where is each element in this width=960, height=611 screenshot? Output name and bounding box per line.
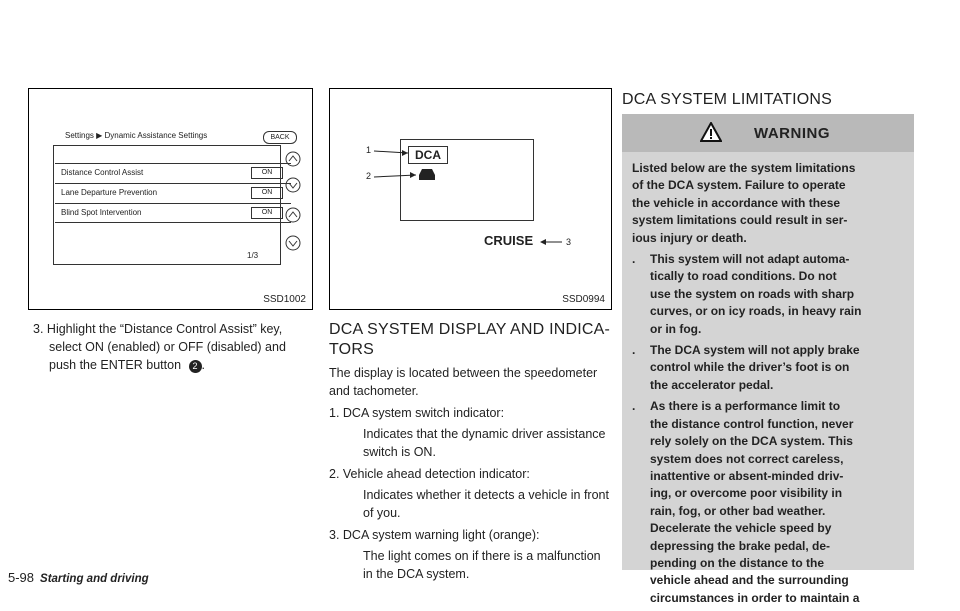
body-text: The display is located between the speedometer xyxy=(329,366,598,380)
text-line: circumstances in order to maintain a xyxy=(650,590,860,605)
section-heading: DCA SYSTEM DISPLAY AND INDICA- xyxy=(329,321,611,338)
step-number: 3. xyxy=(33,322,44,336)
callout-1: 1 xyxy=(366,145,372,155)
section-heading: TORS xyxy=(329,341,374,358)
text-line: The DCA system will not apply brake xyxy=(650,343,860,358)
row-label: Lane Departure Prevention xyxy=(61,188,158,197)
figure-code: SSD1002 xyxy=(263,294,306,305)
list-desc: of you. xyxy=(363,506,401,520)
display-section xyxy=(329,320,619,583)
warning-bullet xyxy=(632,342,906,394)
text-line: the accelerator pedal. xyxy=(650,377,774,392)
row-label: Blind Spot Intervention xyxy=(61,208,142,217)
toggle-on[interactable]: ON xyxy=(251,187,283,199)
text-line: use the system on roads with sharp xyxy=(650,286,855,301)
text-line: ious injury or death. xyxy=(632,230,747,245)
text-line: inattentive or absent-minded driv- xyxy=(650,468,844,483)
toggle-on[interactable]: ON xyxy=(251,207,283,219)
limitations-heading: DCA SYSTEM LIMITATIONS xyxy=(622,91,833,108)
step-text: push the ENTER button xyxy=(49,358,182,372)
text-line: system does not correct careless, xyxy=(650,451,844,466)
text-line: ing, or overcome poor visibility in xyxy=(650,486,843,501)
text-line: As there is a performance limit to xyxy=(650,399,841,414)
settings-screen-figure xyxy=(28,88,313,310)
callout-3: 3 xyxy=(566,237,572,247)
list-item: 1. DCA system switch indicator: xyxy=(329,406,505,420)
settings-header: Settings ▶ Dynamic Assistance Settings xyxy=(65,131,208,140)
text-line: the vehicle in accordance with these xyxy=(632,195,841,210)
text-line: rely solely on the DCA system. This xyxy=(650,434,853,449)
text-line: vehicle ahead and the surrounding xyxy=(650,573,849,588)
warning-bullet xyxy=(632,251,906,338)
callout-leaders xyxy=(330,89,611,309)
body-text: and tachometer. xyxy=(329,384,419,398)
text-line: of the DCA system. Failure to operate xyxy=(632,178,846,193)
scroll-controls-icon xyxy=(283,149,303,259)
text-line: Listed below are the system limitations xyxy=(632,161,856,175)
settings-row[interactable] xyxy=(55,203,291,223)
warning-title: WARNING xyxy=(754,125,830,142)
list-desc: in the DCA system. xyxy=(363,567,470,581)
warning-box xyxy=(622,114,914,605)
text-line: tically to road conditions. Do not xyxy=(650,269,837,284)
step-3 xyxy=(33,320,323,374)
text-line: depressing the brake pedal, de- xyxy=(650,538,831,553)
warning-bullet xyxy=(632,398,906,607)
step-text: . xyxy=(201,358,205,372)
text-line: Decelerate the vehicle speed by xyxy=(650,521,832,536)
figure-code: SSD0994 xyxy=(562,294,605,305)
settings-row[interactable] xyxy=(55,163,291,182)
chapter-title: Starting and driving xyxy=(40,573,149,585)
page-indicator: 1/3 xyxy=(247,251,259,260)
warning-body xyxy=(632,160,906,607)
cruise-indicator: CRUISE xyxy=(484,233,534,248)
warning-header xyxy=(622,114,914,152)
bullet-dot: . xyxy=(632,399,636,414)
list-desc: The light comes on if there is a malfunction xyxy=(363,549,601,563)
back-button[interactable]: BACK xyxy=(263,131,297,144)
list-desc: switch is ON. xyxy=(363,445,436,459)
bullet-dot: . xyxy=(632,252,636,267)
list-item: 2. Vehicle ahead detection indicator: xyxy=(329,467,530,481)
enter-button-marker: 2 xyxy=(189,360,202,373)
text-line: or in fog. xyxy=(650,321,702,336)
text-line: control while the driver’s foot is on xyxy=(650,360,850,375)
text-line: rain, fog, or other bad weather. xyxy=(650,503,826,518)
list-item: 3. DCA system warning light (orange): xyxy=(329,528,540,542)
page-footer xyxy=(8,570,149,585)
step-text: select ON (enabled) or OFF (disabled) and xyxy=(49,340,286,354)
text-line: curves, or on icy roads, in heavy rain xyxy=(650,304,862,319)
text-line: system limitations could result in ser- xyxy=(632,213,848,228)
page-number: 5-98 xyxy=(8,570,35,585)
bullet-dot: . xyxy=(632,343,636,358)
list-desc: Indicates that the dynamic driver assistance xyxy=(363,427,606,441)
callout-2: 2 xyxy=(366,171,372,181)
row-label: Distance Control Assist xyxy=(61,168,144,177)
text-line: This system will not adapt automa- xyxy=(650,252,850,267)
list-desc: Indicates whether it detects a vehicle in front xyxy=(363,488,609,502)
text-line: the distance control function, never xyxy=(650,416,854,431)
warning-intro xyxy=(632,160,906,247)
step-text: Highlight the “Distance Control Assist” key, xyxy=(46,322,283,336)
text-line: pending on the distance to the xyxy=(650,555,824,570)
dca-display-figure xyxy=(329,88,612,310)
dca-indicator: DCA xyxy=(408,146,448,164)
toggle-on[interactable]: ON xyxy=(251,167,283,179)
settings-row[interactable] xyxy=(55,183,291,202)
